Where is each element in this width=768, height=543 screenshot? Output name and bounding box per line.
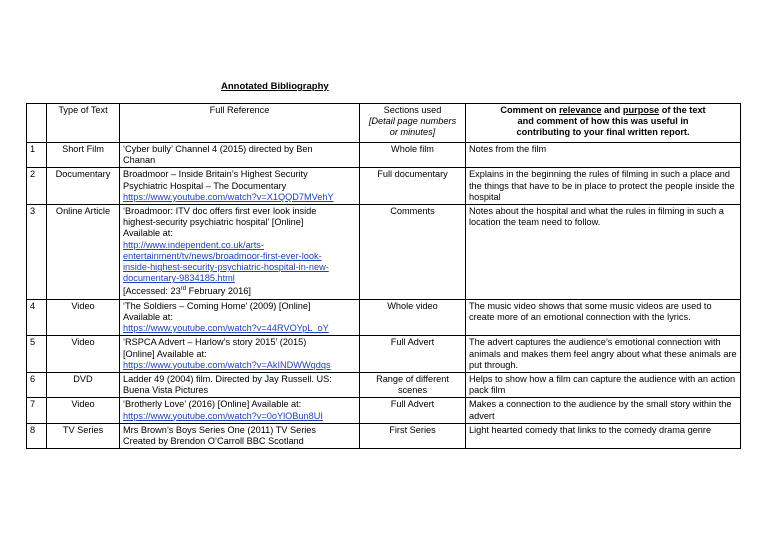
row-comment: The music video shows that some music videos are used to create more of an emotional connection with the lyrics. [466,299,741,336]
row-comment: Helps to show how a film can capture the audience with an action pack film [466,372,741,397]
table-row [27,372,741,397]
reference-link[interactable]: inside-highest-security-psychiatric-hospital-in-new- [123,262,329,273]
sections-text: First Series [389,424,436,435]
row-reference [120,299,360,336]
sections-text: scenes [397,385,428,396]
row-reference [120,336,360,373]
row-number: 7 [27,398,47,423]
row-reference [120,168,360,205]
header-sections-line3: or minutes] [389,127,436,138]
row-number: 2 [27,168,47,205]
row-sections [360,372,466,397]
row-comment: Light hearted comedy that links to the comedy drama genre [466,423,741,448]
reference-text: Available at: [123,228,173,239]
reference-text: ‘The Soldiers – Coming Home’ (2009) [Online] [123,300,311,311]
reference-link[interactable]: https://www.youtube.com/watch?v=0oYlOBun8UI [123,410,323,421]
row-comment: Explains in the beginning the rules of filming in such a place and the things that have to be in place to protect the people inside the hospital [466,168,741,205]
row-comment: Notes from the film [466,143,741,168]
sections-text: Range of different [376,373,449,384]
row-comment: Makes a connection to the audience by the small story within the advert [466,398,741,423]
reference-text: Available at: [123,311,173,322]
reference-text: Psychiatric Hospital – The Documentary [123,180,287,191]
row-comment: The advert captures the audience’s emotional connection with animals and makes them feel angry about what these animals are put through. [466,336,741,373]
sections-text: Full Advert [390,399,435,410]
document-title: Annotated Bibliography [221,81,329,92]
row-type: TV Series [47,423,120,448]
row-sections [360,398,466,423]
row-sections [360,336,466,373]
row-sections [360,205,466,300]
reference-text: highest-security psychiatric hospital’ [Online] [123,217,304,228]
reference-link[interactable]: https://www.youtube.com/watch?v=X1QQD7MVehY [123,191,334,202]
sections-text: Whole film [391,144,434,154]
row-type: Short Film [47,143,120,168]
header-sections-line1: Sections used [383,105,442,115]
sections-text: Whole video [387,300,438,311]
header-row [27,104,741,143]
table-row [27,205,741,300]
table-row [27,299,741,336]
header-comment-line3: contributing to your final written report. [516,127,690,138]
row-type: Video [47,336,120,373]
row-sections [360,143,466,168]
reference-text: Broadmoor – Inside Britain’s Highest Security [123,169,308,180]
reference-text: Buena Vista Pictures [123,385,209,396]
header-type: Type of Text [47,104,120,143]
row-type: DVD [47,372,120,397]
header-number [27,104,47,143]
table-row [27,168,741,205]
reference-link[interactable]: https://www.youtube.com/watch?v=44RVOYpL_oY [123,323,329,334]
row-number: 4 [27,299,47,336]
row-number: 3 [27,205,47,300]
header-comment [466,104,741,143]
header-comment-line2: and comment of how this was useful in [517,116,689,127]
reference-text: ‘Brotherly Love’ (2016) [Online] Available at: [123,399,302,410]
row-type: Video [47,398,120,423]
header-sections [360,104,466,143]
row-reference [120,423,360,448]
header-comment-line1: Comment on relevance and purpose of the text [500,105,706,115]
header-reference: Full Reference [120,104,360,143]
table-row [27,423,741,448]
row-sections [360,168,466,205]
row-sections [360,299,466,336]
bibliography-table [26,103,741,449]
row-reference [120,205,360,300]
row-type: Documentary [47,168,120,205]
row-comment: Notes about the hospital and what the rules in filming in such a location the team need to follow. [466,205,741,300]
row-number: 6 [27,372,47,397]
reference-text: ‘RSPCA Advert – Harlow’s story 2015’ (2015) [123,337,307,348]
sections-text: Full Advert [390,337,435,348]
row-type: Video [47,299,120,336]
reference-text: Chanan [123,155,156,166]
reference-link[interactable]: entertainment/tv/news/broadmoor-first-ever-look- [123,250,322,261]
table-row [27,143,741,168]
reference-text: Ladder 49 (2004) film. Directed by Jay Russell. US: [123,373,332,384]
reference-text: ‘Broadmoor: ITV doc offers first ever look inside [123,206,317,217]
reference-text: Mrs Brown’s Boys Series One (2011) TV Series [123,424,317,435]
reference-text: [Online] Available at: [123,348,207,359]
row-type: Online Article [47,205,120,300]
sections-text: Comments [390,206,435,217]
header-sections-line2: [Detail page numbers [368,116,457,127]
reference-link[interactable]: https://www.youtube.com/watch?v=AkINDWWqdqs [123,359,331,370]
reference-text: ‘Cyber bully’ Channel 4 (2015) directed by Ben [123,144,313,154]
reference-text: Created by Brendon O’Carroll BBC Scotland [123,435,304,446]
reference-link[interactable]: http://www.independent.co.uk/arts- [123,239,264,250]
sections-text: Full documentary [377,169,448,180]
row-reference [120,372,360,397]
row-number: 1 [27,143,47,168]
row-number: 8 [27,423,47,448]
row-number: 5 [27,336,47,373]
table-row [27,336,741,373]
row-reference [120,398,360,423]
accessed-date: [Accessed: 23rd February 2016] [123,286,251,297]
table-row [27,398,741,423]
reference-link[interactable]: documentary-9834185.html [123,273,235,284]
row-reference [120,143,360,168]
row-sections [360,423,466,448]
